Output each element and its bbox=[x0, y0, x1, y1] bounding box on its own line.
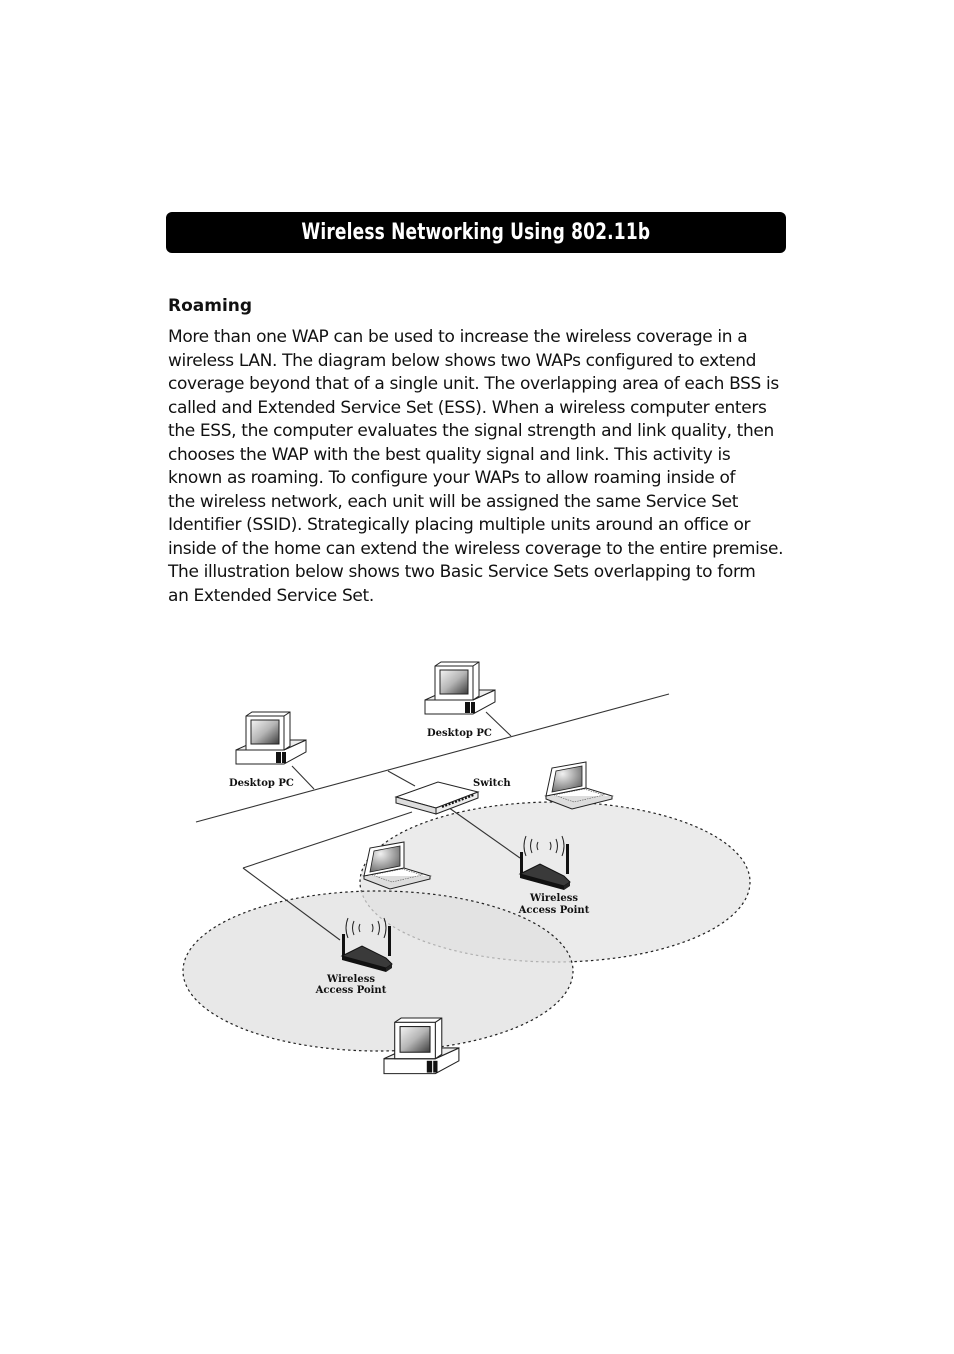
paragraph-line: The illustration below shows two Basic Service Sets overlapping to form bbox=[168, 562, 756, 582]
paragraph-line: an Extended Service Set. bbox=[168, 585, 374, 606]
paragraph-line: wireless LAN. The diagram below shows two WAPs configured to extend bbox=[168, 350, 757, 371]
laptop-top-right-icon bbox=[546, 762, 612, 809]
wap-right-label-line2: Access Point bbox=[518, 905, 590, 916]
page-header-title: Wireless Networking Using 802.11b bbox=[301, 220, 651, 245]
paragraph-line: known as roaming. To configure your WAPs to allow roaming inside of bbox=[168, 468, 736, 488]
wap-left-label-line2: Access Point bbox=[315, 985, 387, 996]
wap-right-label-line1: Wireless bbox=[530, 893, 578, 904]
desktop-pc-left-icon bbox=[236, 712, 306, 764]
paragraph-line: chooses the WAP with the best quality signal and link. This activity is bbox=[168, 444, 731, 465]
switch-icon bbox=[396, 782, 478, 814]
desktop-pc-top-label: Desktop PC bbox=[427, 728, 492, 739]
bss-coverage-left bbox=[183, 891, 573, 1051]
paragraph-line: called and Extended Service Set (ESS). When a wireless computer enters bbox=[168, 397, 767, 418]
desktop-pc-top-icon bbox=[425, 662, 495, 714]
paragraph-line: the ESS, the computer evaluates the signal strength and link quality, then bbox=[168, 421, 774, 441]
section-heading: Roaming bbox=[168, 296, 253, 316]
paragraph-line: coverage beyond that of a single unit. The overlapping area of each BSS is bbox=[168, 374, 779, 394]
paragraph-line: Identifier (SSID). Strategically placing multiple units around an office or bbox=[168, 515, 751, 535]
paragraph-line: More than one WAP can be used to increase the wireless coverage in a bbox=[168, 327, 748, 347]
switch-label: Switch bbox=[473, 778, 511, 789]
wap-left-label-line1: Wireless bbox=[327, 974, 375, 985]
paragraph-line: inside of the home can extend the wireless coverage to the entire premise. bbox=[168, 538, 784, 559]
paragraph-line: the wireless network, each unit will be assigned the same Service Set bbox=[168, 491, 739, 512]
desktop-pc-left-label: Desktop PC bbox=[229, 778, 294, 789]
